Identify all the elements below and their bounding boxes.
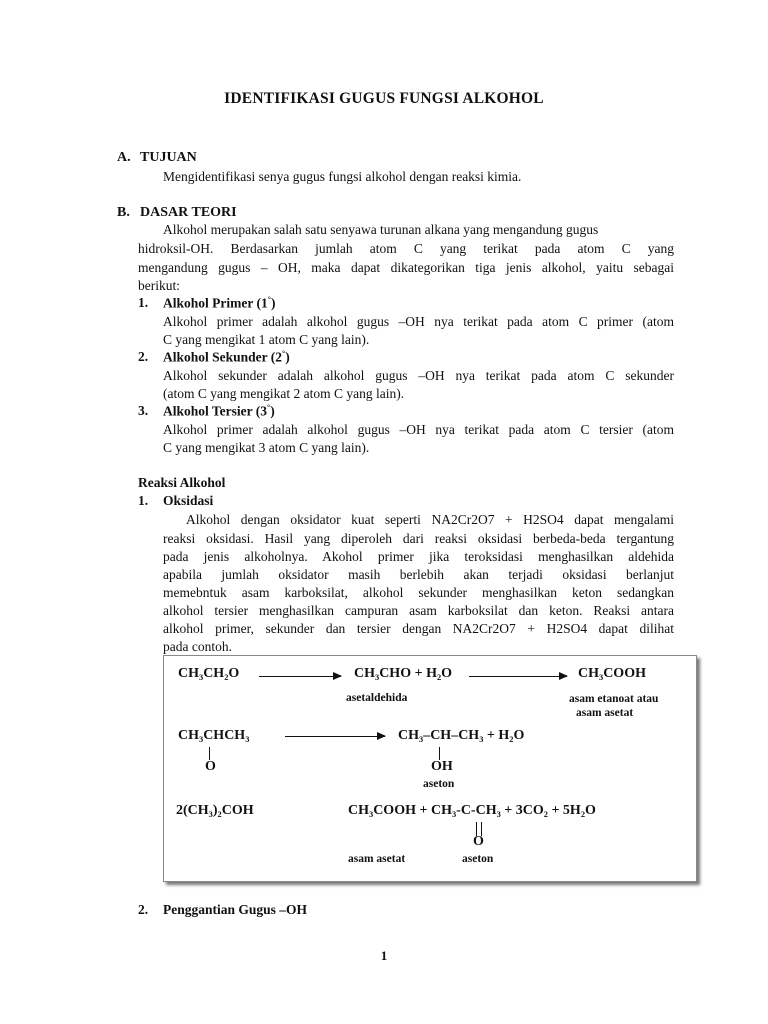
- r1-product2: CH₃COOH: [578, 666, 646, 681]
- section-b-number: B.: [117, 205, 130, 220]
- r1-product2-label: asam etanoat atau: [569, 693, 659, 705]
- item-text-line: Alkohol primer adalah alkohol gugus –OH nya terikat pada atom C primer (atom: [163, 314, 674, 329]
- intro-line: hidroksil-OH. Berdasarkan jumlah atom C yang terikat pada atom C yang: [138, 241, 674, 256]
- page-title: IDENTIFIKASI GUGUS FUNGSI ALKOHOL: [224, 90, 544, 107]
- item-heading-sekunder: Alkohol Sekunder (2°): [163, 349, 290, 365]
- intro-line: mengandung gugus – OH, maka dapat dikategorikan tiga jenis alkohol, yaitu sebagai: [138, 260, 674, 275]
- r1-product2-label: asam asetat: [576, 707, 634, 719]
- section-a-text: Mengidentifikasi senya gugus fungsi alkohol dengan reaksi kimia.: [163, 169, 522, 184]
- r2-product: CH₃–CH–CH₃ + H₂O: [398, 728, 525, 743]
- reaction-figure: [163, 655, 697, 882]
- oksidasi-heading: Oksidasi: [163, 493, 214, 508]
- item-number: 2.: [138, 349, 149, 364]
- oksidasi-line: alkohol tersier menghasilkan campuran asam karboksilat dan keton. Reaksi antara: [163, 603, 674, 618]
- item-number: 1.: [138, 295, 149, 310]
- r2-reactant: CH₃CHCH₃: [178, 728, 250, 743]
- oksidasi-line: apabila jumlah oksidator masih berlebih akan terjadi oksidasi berlanjut: [163, 567, 674, 582]
- oksidasi-number: 1.: [138, 493, 149, 508]
- item-text-line: C yang mengikat 1 atom C yang lain).: [163, 332, 370, 347]
- r2-reactant-o: O: [205, 759, 216, 774]
- reaksi-heading: Reaksi Alkohol: [138, 475, 226, 490]
- item-text-line: (atom C yang mengikat 2 atom C yang lain).: [163, 386, 405, 401]
- oksidasi-line: Alkohol dengan oksidator kuat seperti NA2Cr2O7 + H2SO4 dapat mengalami: [186, 512, 674, 527]
- oksidasi-line: reaksi oksidasi. Hasil yang diperoleh dari reaksi oksidasi berbeda-beda tergantung: [163, 531, 674, 546]
- oksidasi-line: memebntuk asam karboksilat, alkohol sekunder menghasilkan keton sedangkan: [163, 585, 674, 600]
- r2-product-oh: OH: [431, 759, 453, 774]
- arrow-right-icon: [259, 676, 341, 677]
- oksidasi-line: pada contoh.: [163, 639, 232, 654]
- page-number: 1: [380, 948, 388, 963]
- pengganti-number: 2.: [138, 902, 149, 917]
- item-heading-primer: Alkohol Primer (1°): [163, 295, 276, 311]
- item-text-line: Alkohol primer adalah alkohol gugus –OH nya terikat pada atom C tersier (atom: [163, 422, 674, 437]
- intro-line: Alkohol merupakan salah satu senyawa turunan alkana yang mengandung gugus: [163, 222, 599, 237]
- intro-line: berikut:: [138, 278, 180, 293]
- item-number: 3.: [138, 403, 149, 418]
- r3-reactant: 2(CH₃)₂COH: [176, 803, 254, 818]
- oksidasi-line: alkohol primer, sekunder dan tersier dengan NA2Cr2O7 + H2SO4 dapat dilihat: [163, 621, 674, 636]
- r1-product1: CH₃CHO + H₂O: [354, 666, 453, 681]
- r3-product-o: O: [473, 834, 484, 849]
- r3-product: CH₃COOH + CH₃-C-CH₃ + 3CO₂ + 5H₂O: [348, 803, 596, 818]
- section-a-heading: TUJUAN: [140, 150, 197, 165]
- r3-label-aseton: aseton: [462, 853, 494, 865]
- item-text-line: C yang mengikat 3 atom C yang lain).: [163, 440, 370, 455]
- pengganti-heading: Penggantian Gugus –OH: [163, 902, 308, 917]
- section-a-number: A.: [117, 150, 131, 165]
- oksidasi-line: pada jenis alkoholnya. Akohol primer jika teroksidasi menghasilkan aldehida: [163, 549, 674, 564]
- arrow-right-icon: [469, 676, 567, 677]
- arrow-right-icon: [285, 736, 385, 737]
- r2-product-label: aseton: [423, 778, 455, 790]
- r1-product1-label: asetaldehida: [346, 692, 408, 704]
- item-heading-tersier: Alkohol Tersier (3°): [163, 403, 275, 419]
- section-b-heading: DASAR TEORI: [140, 205, 237, 220]
- r3-label-asam-asetat: asam asetat: [348, 853, 406, 865]
- r1-reactant: CH₃CH₂O: [178, 666, 240, 681]
- item-text-line: Alkohol sekunder adalah alkohol gugus –OH nya terikat pada atom C sekunder: [163, 368, 674, 383]
